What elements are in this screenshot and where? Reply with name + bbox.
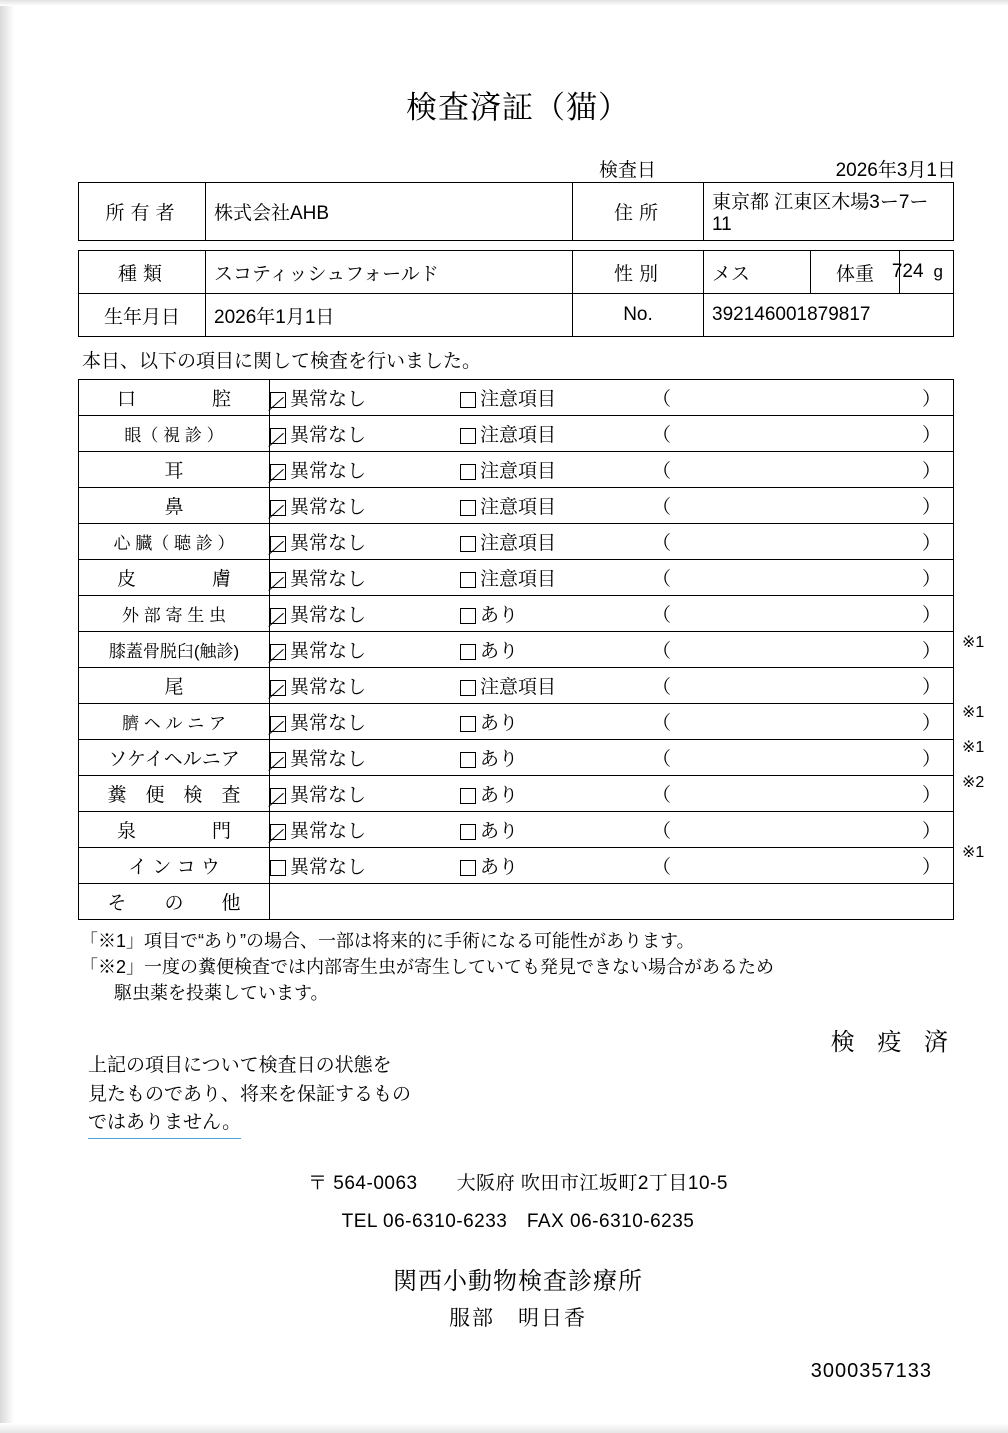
exam-option-abnormal-label: あり	[480, 821, 519, 842]
animal-info-table	[78, 250, 954, 337]
checkbox-icon[interactable]	[270, 464, 286, 480]
exam-option-normal-label: 異常なし	[290, 461, 367, 482]
exam-option-abnormal[interactable]	[460, 492, 650, 519]
checkbox-icon[interactable]	[460, 608, 476, 624]
exam-option-abnormal-label: あり	[480, 857, 519, 878]
exam-item-body	[270, 560, 954, 596]
page-title: 検査済証（猫）	[406, 90, 630, 125]
remark-paren-open: （	[652, 821, 672, 842]
owner-label: 所有者	[79, 183, 206, 241]
exam-date-row	[78, 155, 958, 182]
exam-option-abnormal-label: 注意項目	[480, 533, 557, 554]
remark-paren-close: ）	[921, 569, 941, 590]
exam-option-abnormal[interactable]	[460, 816, 650, 843]
remark-paren-close: ）	[921, 785, 941, 806]
exam-option-normal-label: 異常なし	[290, 677, 367, 698]
remark-paren-close: ）	[921, 389, 941, 410]
checkbox-icon[interactable]	[270, 500, 286, 516]
footnote-mark: ※1	[962, 739, 985, 756]
checkbox-icon[interactable]	[270, 860, 286, 876]
exam-option-normal[interactable]	[270, 384, 460, 411]
table-row	[79, 380, 954, 416]
disclaimer-line-3: ではありません。	[88, 1109, 241, 1139]
checkbox-icon[interactable]	[460, 716, 476, 732]
checkbox-icon[interactable]	[270, 824, 286, 840]
exam-item-label: そ の 他	[79, 884, 270, 920]
exam-option-normal-label: 異常なし	[290, 569, 367, 590]
exam-option-normal[interactable]	[270, 600, 460, 627]
exam-item-label: 鼻	[79, 488, 270, 524]
checkbox-icon[interactable]	[460, 464, 476, 480]
exam-option-abnormal[interactable]	[460, 780, 650, 807]
footnote-mark: ※1	[962, 704, 985, 721]
exam-item-body	[270, 380, 954, 416]
footnote-2-cont: 駆虫薬を投薬しています。	[114, 983, 329, 1004]
exam-item-label: 尾	[79, 668, 270, 704]
birthdate-label: 生年月日	[79, 294, 206, 337]
exam-item-label: 外 部 寄 生 虫	[79, 596, 270, 632]
breed-label: 種類	[79, 251, 206, 294]
remark-paren-close: ）	[921, 425, 941, 446]
remark-paren-open: （	[652, 677, 672, 698]
doctor-name: 服部 明日香	[449, 1306, 587, 1330]
exam-option-normal[interactable]	[270, 780, 460, 807]
exam-option-normal[interactable]	[270, 636, 460, 663]
exam-option-normal[interactable]	[270, 672, 460, 699]
exam-option-normal[interactable]	[270, 816, 460, 843]
exam-option-normal[interactable]	[270, 420, 460, 447]
address-value: 東京都 江東区木場3ー7ー11	[704, 183, 954, 241]
exam-option-normal-label: 異常なし	[290, 533, 367, 554]
table-row	[79, 848, 954, 884]
breed-value: スコティッシュフォールド	[206, 251, 573, 294]
remark-paren-open: （	[652, 713, 672, 734]
exam-option-abnormal[interactable]	[460, 564, 650, 591]
sex-label: 性別	[573, 251, 704, 294]
table-row	[79, 452, 954, 488]
checkbox-icon[interactable]	[460, 572, 476, 588]
exam-item-label: 耳	[79, 452, 270, 488]
exam-option-abnormal-label: 注意項目	[480, 389, 557, 410]
footer-address-block	[78, 1165, 958, 1241]
exam-item-body	[270, 848, 954, 884]
exam-item-body	[270, 488, 954, 524]
exam-option-normal-label: 異常なし	[290, 749, 367, 770]
table-row	[79, 704, 954, 740]
table-row	[79, 488, 954, 524]
checkbox-icon[interactable]	[270, 608, 286, 624]
remark-paren-close: ）	[921, 497, 941, 518]
exam-option-normal-label: 異常なし	[290, 425, 367, 446]
checkbox-icon[interactable]	[270, 752, 286, 768]
exam-option-abnormal[interactable]	[460, 744, 650, 771]
exam-option-abnormal-label: 注意項目	[480, 569, 557, 590]
no-value: 392146001879817	[704, 294, 954, 337]
checkbox-icon[interactable]	[270, 788, 286, 804]
remark-paren-open: （	[652, 425, 672, 446]
scan-edge-left	[0, 0, 14, 1433]
exam-item-body	[270, 884, 954, 920]
remark-paren-close: ）	[921, 677, 941, 698]
remark-paren-open: （	[652, 461, 672, 482]
exam-option-abnormal[interactable]	[460, 636, 650, 663]
exam-item-label: ソケイヘルニア	[79, 740, 270, 776]
scan-edge-bottom	[0, 1423, 1008, 1433]
exam-option-abnormal-label: あり	[480, 605, 519, 626]
exam-option-abnormal-label: あり	[480, 749, 519, 770]
checkbox-icon[interactable]	[460, 824, 476, 840]
remark-paren-open: （	[652, 749, 672, 770]
exam-option-abnormal[interactable]	[460, 852, 650, 879]
exam-item-label: 眼（ 視 診 ）	[79, 416, 270, 452]
weight-unit: g	[933, 262, 943, 281]
exam-option-abnormal-label: あり	[480, 713, 519, 734]
weight-value: 724	[891, 261, 924, 282]
exam-option-abnormal-label: 注意項目	[480, 497, 557, 518]
table-row	[79, 524, 954, 560]
exam-option-normal[interactable]	[270, 744, 460, 771]
exam-option-abnormal[interactable]	[460, 456, 650, 483]
remark-paren-open: （	[652, 569, 672, 590]
table-row	[79, 740, 954, 776]
remark-paren-close: ）	[921, 713, 941, 734]
exam-option-abnormal-label: 注意項目	[480, 461, 557, 482]
exam-option-normal-label: 異常なし	[290, 497, 367, 518]
exam-item-label: 膝蓋骨脱臼(触診)	[79, 632, 270, 668]
checkbox-icon[interactable]	[460, 392, 476, 408]
no-label: No.	[573, 294, 704, 337]
owner-value: 株式会社AHB	[206, 183, 573, 241]
exam-date-value: 2026年3月1日	[835, 160, 956, 181]
birthdate-value: 2026年1月1日	[206, 294, 573, 337]
remark-paren-open: （	[652, 785, 672, 806]
remark-paren-open: （	[652, 389, 672, 410]
exam-item-label: 口 腔	[79, 380, 270, 416]
table-row	[79, 251, 954, 294]
exam-item-body	[270, 668, 954, 704]
checkbox-icon[interactable]	[460, 752, 476, 768]
exam-option-abnormal[interactable]	[460, 708, 650, 735]
exam-option-normal-label: 異常なし	[290, 857, 367, 878]
clinic-name: 関西小動物検査診療所	[393, 1267, 643, 1295]
exam-item-body	[270, 524, 954, 560]
exam-item-label: 泉 門	[79, 812, 270, 848]
table-row	[79, 294, 954, 337]
exam-option-normal[interactable]	[270, 564, 460, 591]
clinic-address: 〒 564-0063 大阪府 吹田市江坂町2丁目10-5	[308, 1172, 728, 1194]
footnote-1: 「※1」項目で“あり”の場合、一部は将来的に手術になる可能性があります。	[80, 931, 695, 951]
exam-option-abnormal-label: あり	[480, 785, 519, 806]
exam-option-normal-label: 異常なし	[290, 389, 367, 410]
remark-paren-open: （	[652, 533, 672, 554]
exam-option-abnormal-label: あり	[480, 641, 519, 662]
table-row	[79, 596, 954, 632]
table-row	[79, 776, 954, 812]
footnote-2: 「※2」一度の糞便検査では内部寄生虫が寄生していても発見できない場合があるため	[80, 957, 775, 978]
exam-item-label: 皮 膚	[79, 560, 270, 596]
exam-item-label: 臍 ヘ ル ニ ア	[79, 704, 270, 740]
exam-item-body	[270, 596, 954, 632]
exam-option-abnormal[interactable]	[460, 420, 650, 447]
table-row	[79, 668, 954, 704]
checkbox-icon[interactable]	[460, 500, 476, 516]
remark-paren-close: ）	[921, 857, 941, 878]
exam-items-table	[78, 379, 954, 920]
table-row	[79, 884, 954, 920]
checkbox-icon[interactable]	[460, 680, 476, 696]
disclaimer	[88, 1052, 958, 1139]
exam-item-label: 糞 便 検 査	[79, 776, 270, 812]
table-row	[79, 632, 954, 668]
exam-option-abnormal[interactable]	[460, 528, 650, 555]
checkbox-icon[interactable]	[460, 536, 476, 552]
exam-item-body	[270, 416, 954, 452]
exam-option-abnormal[interactable]	[460, 672, 650, 699]
table-row	[79, 560, 954, 596]
exam-option-normal-label: 異常なし	[290, 821, 367, 842]
exam-option-normal-label: 異常なし	[290, 641, 367, 662]
exam-item-label: 心 臓（ 聴 診 ）	[79, 524, 270, 560]
exam-item-body	[270, 632, 954, 668]
disclaimer-line-2: 見たものであり、将来を保証するもの	[88, 1083, 412, 1105]
exam-option-normal-label: 異常なし	[290, 713, 367, 734]
remark-paren-open: （	[652, 605, 672, 626]
table-row	[79, 812, 954, 848]
footnote-mark: ※2	[962, 774, 985, 791]
weight-label: 体重	[811, 251, 900, 294]
exam-item-label: イ ン コ ウ	[79, 848, 270, 884]
footnote-mark: ※1	[962, 634, 985, 651]
remark-paren-close: ）	[921, 749, 941, 770]
exam-option-abnormal[interactable]	[460, 384, 650, 411]
exam-option-normal-label: 異常なし	[290, 785, 367, 806]
checkbox-icon[interactable]	[460, 428, 476, 444]
exam-item-body	[270, 704, 954, 740]
remark-paren-close: ）	[921, 641, 941, 662]
checkbox-icon[interactable]	[270, 428, 286, 444]
remark-paren-open: （	[652, 641, 672, 662]
exam-option-normal[interactable]	[270, 492, 460, 519]
serial-number: 3000357133	[810, 1359, 932, 1382]
exam-option-abnormal-label: 注意項目	[480, 677, 557, 698]
remark-paren-open: （	[652, 497, 672, 518]
exam-item-body	[270, 740, 954, 776]
checkbox-icon[interactable]	[270, 392, 286, 408]
clinic-contact: TEL 06-6310-6233 FAX 06-6310-6235	[341, 1210, 695, 1232]
checkbox-icon[interactable]	[270, 680, 286, 696]
remark-paren-open: （	[652, 857, 672, 878]
exam-item-body	[270, 776, 954, 812]
exam-item-body	[270, 452, 954, 488]
checkbox-icon[interactable]	[460, 644, 476, 660]
sex-value: メス	[704, 251, 811, 294]
address-label: 住所	[573, 183, 704, 241]
owner-info-table	[78, 182, 954, 241]
exam-option-normal-label: 異常なし	[290, 605, 367, 626]
remark-paren-close: ）	[921, 605, 941, 626]
exam-date-label: 検査日	[598, 160, 656, 181]
exam-option-abnormal-label: 注意項目	[480, 425, 557, 446]
exam-option-abnormal[interactable]	[460, 600, 650, 627]
disclaimer-line-1: 上記の項目について検査日の状態を	[88, 1055, 392, 1077]
remark-paren-close: ）	[921, 533, 941, 554]
exam-items-wrap	[78, 379, 985, 920]
checkbox-icon[interactable]	[270, 536, 286, 552]
checkbox-icon[interactable]	[270, 716, 286, 732]
checkbox-icon[interactable]	[270, 644, 286, 660]
intro-text: 本日、以下の項目に関して検査を行いました。	[82, 351, 482, 372]
exam-item-body	[270, 812, 954, 848]
checkbox-icon[interactable]	[460, 788, 476, 804]
footnotes	[80, 928, 958, 1006]
exam-option-normal[interactable]	[270, 456, 460, 483]
footnote-mark: ※1	[962, 844, 985, 861]
document-content	[78, 0, 985, 1383]
exam-option-normal[interactable]	[270, 708, 460, 735]
exam-option-normal[interactable]	[270, 852, 460, 879]
table-row	[79, 416, 954, 452]
checkbox-icon[interactable]	[460, 860, 476, 876]
quarantine-stamp: 検 疫 済	[830, 1029, 956, 1056]
remark-paren-close: ）	[921, 821, 941, 842]
table-row	[79, 183, 954, 241]
checkbox-icon[interactable]	[270, 572, 286, 588]
exam-option-normal[interactable]	[270, 528, 460, 555]
remark-paren-close: ）	[921, 461, 941, 482]
